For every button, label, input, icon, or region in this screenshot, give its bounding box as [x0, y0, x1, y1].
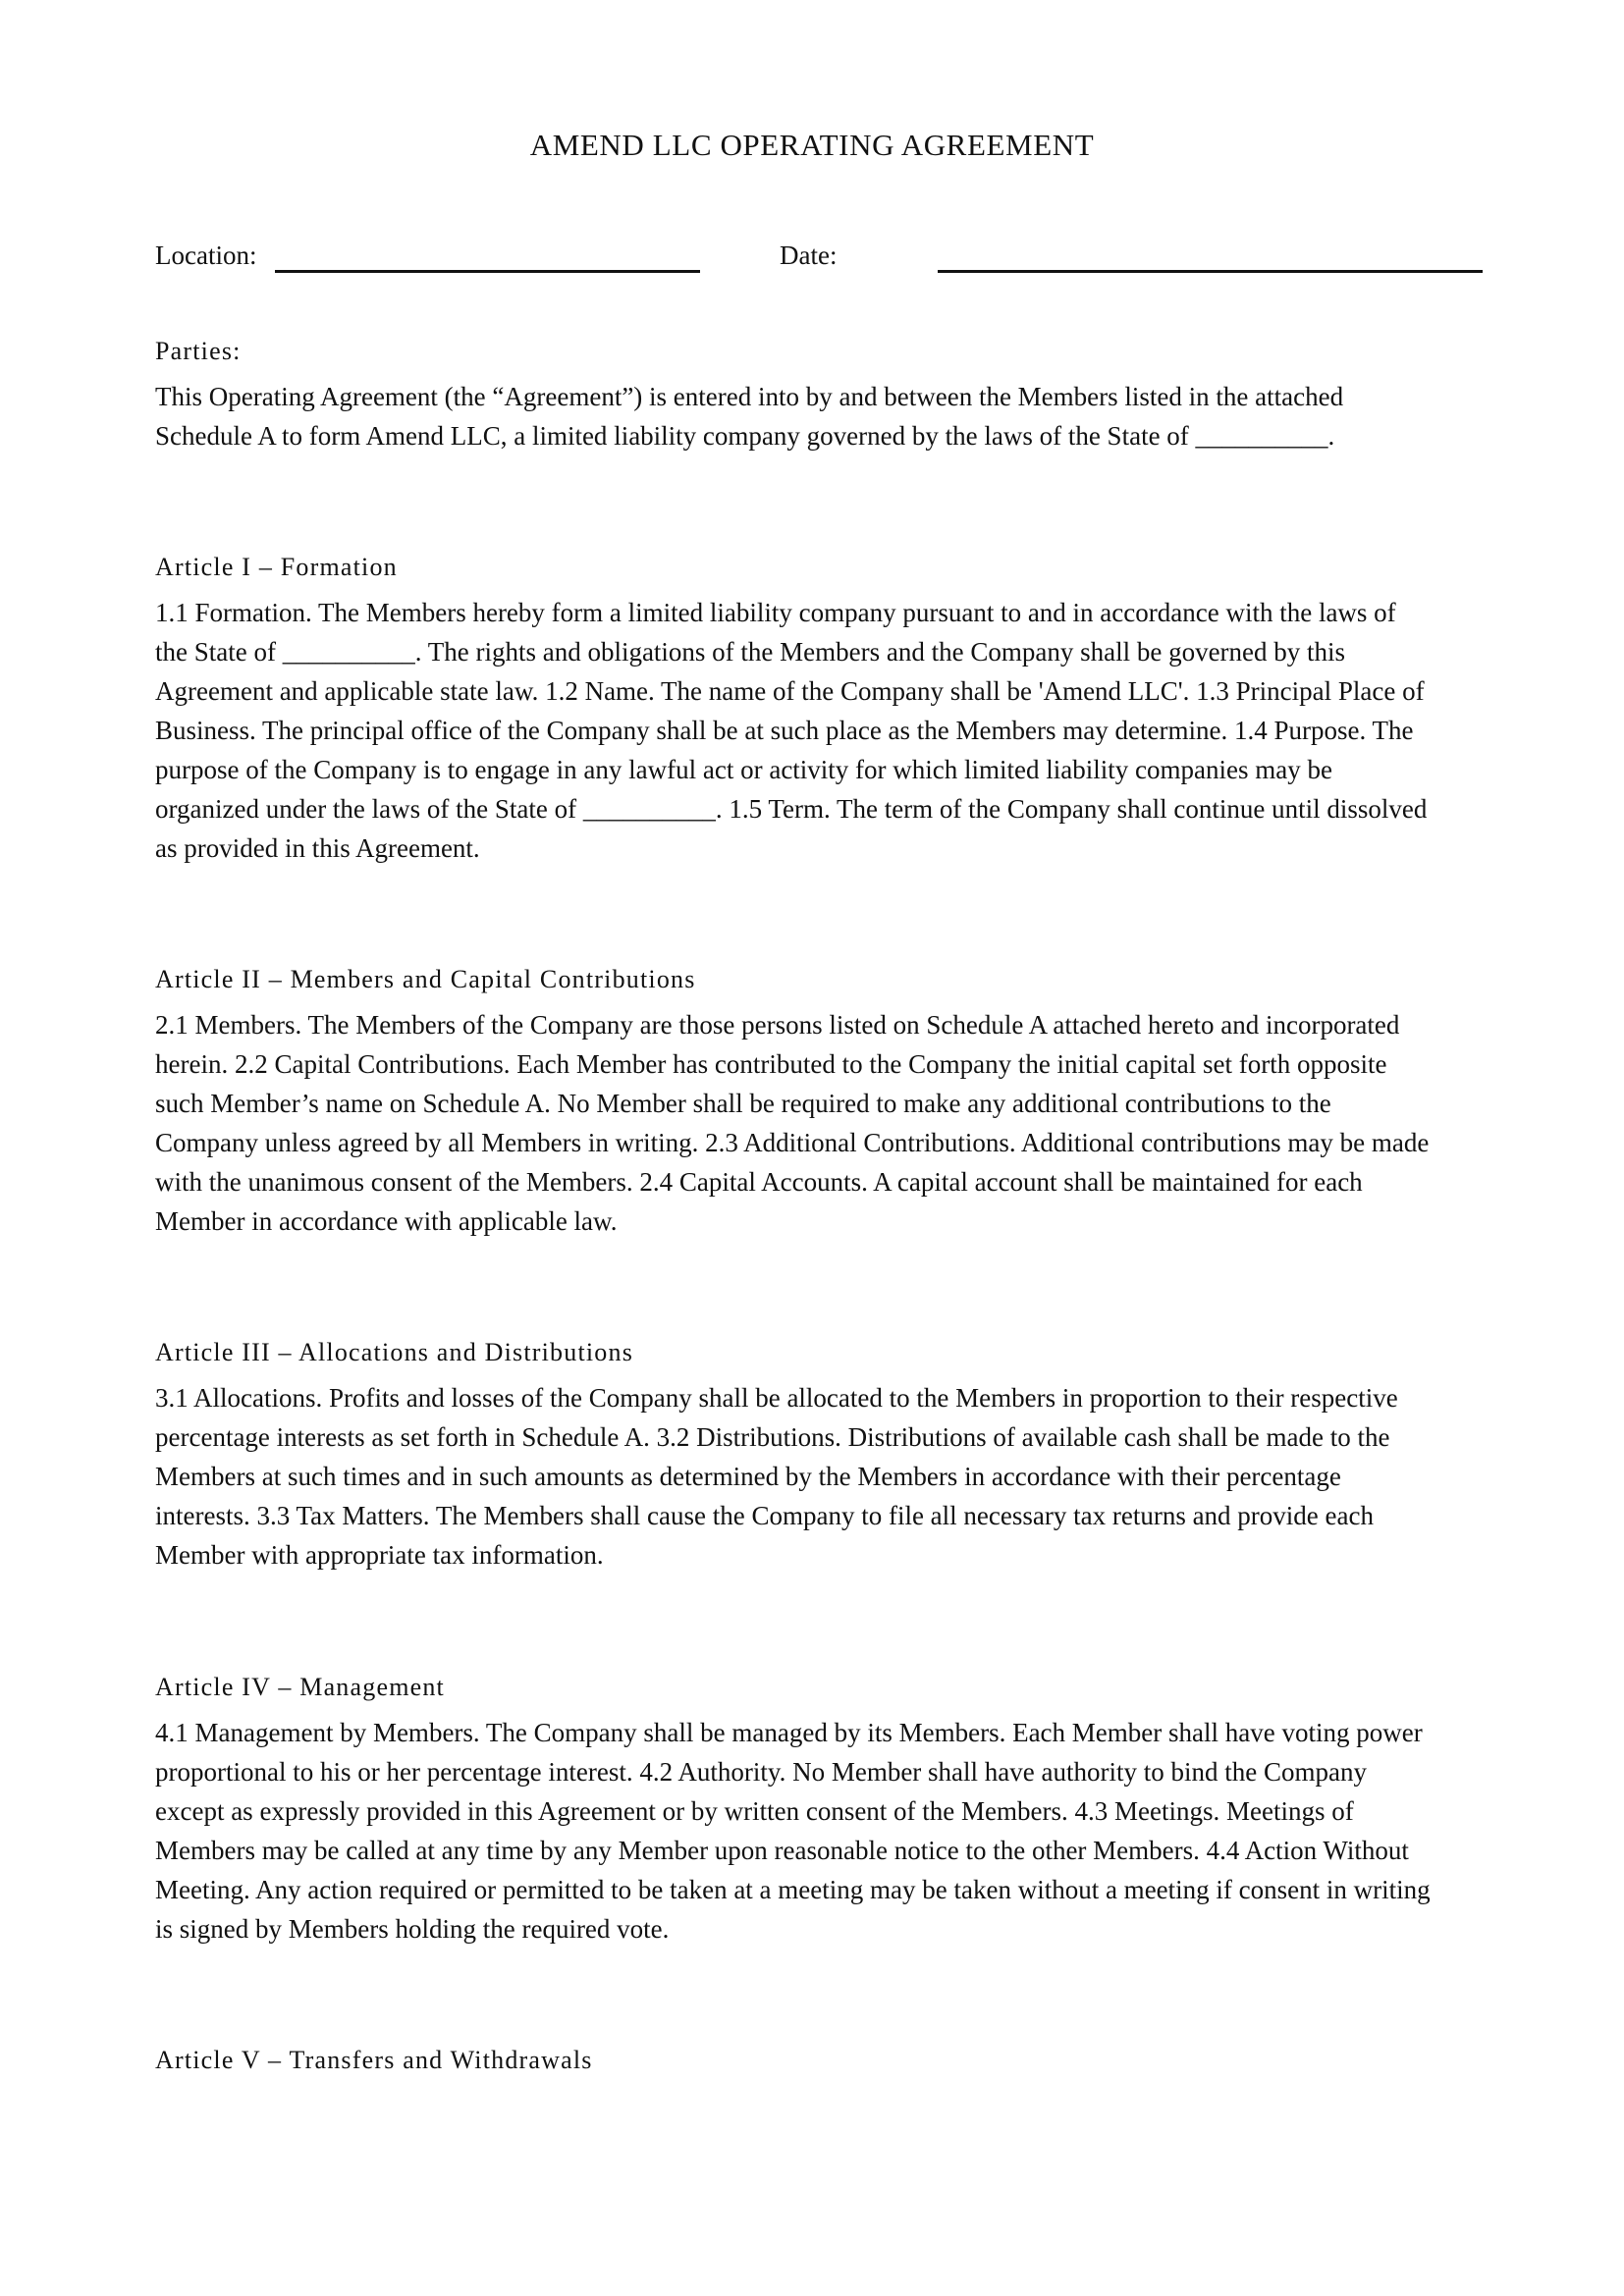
article-1-paragraph: [155, 593, 1483, 868]
paragraph-line: except as expressly provided in this Agreement or by written consent of the Members. 4.3 Meetings. Meetings of: [155, 1796, 1354, 1826]
paragraph-line: herein. 2.2 Capital Contributions. Each Member has contributed to the Company the initial capital set forth opposite: [155, 1049, 1387, 1079]
article-3-heading: Article III – Allocations and Distributions: [155, 1338, 634, 1366]
document-title: AMEND LLC OPERATING AGREEMENT: [529, 128, 1095, 162]
parties-paragraph: [155, 377, 1483, 455]
paragraph-line: with the unanimous consent of the Members. 2.4 Capital Accounts. A capital account shall be maintained for each: [155, 1167, 1363, 1197]
paragraph-line: Company unless agreed by all Members in writing. 2.3 Additional Contributions. Additional contributions may be made: [155, 1128, 1430, 1157]
paragraph-line: such Member’s name on Schedule A. No Member shall be required to make any additional contributions to the: [155, 1089, 1331, 1118]
paragraph-line: Business. The principal office of the Company shall be at such place as the Members may determine. 1.4 Purpose. The: [155, 716, 1414, 745]
date-label: Date:: [780, 240, 838, 270]
article-3-paragraph: [155, 1378, 1483, 1575]
article-4-heading: Article IV – Management: [155, 1673, 445, 1701]
paragraph-line: 4.1 Management by Members. The Company shall be managed by its Members. Each Member shall have voting power: [155, 1718, 1423, 1747]
paragraph-line: the State of __________. The rights and obligations of the Members and the Company shall be governed by this: [155, 637, 1346, 667]
location-field[interactable]: [275, 270, 700, 273]
paragraph-line: 2.1 Members. The Members of the Company are those persons listed on Schedule A attached hereto and incorporated: [155, 1010, 1400, 1040]
paragraph-line: Member in accordance with applicable law.: [155, 1206, 618, 1236]
article-1-heading: Article I – Formation: [155, 553, 398, 581]
paragraph-line: organized under the laws of the State of __________. 1.5 Term. The term of the Company shall continue until dissolved: [155, 794, 1428, 824]
paragraph-line: This Operating Agreement (the “Agreement”) is entered into by and between the Members listed in the attached: [155, 382, 1344, 411]
article-5-heading: Article V – Transfers and Withdrawals: [155, 2046, 593, 2074]
article-4-paragraph: [155, 1713, 1483, 1949]
paragraph-line: Members may be called at any time by any Member upon reasonable notice to the other Members. 4.4 Action Without: [155, 1836, 1409, 1865]
paragraph-line: percentage interests as set forth in Schedule A. 3.2 Distributions. Distributions of available cash shall be made to the: [155, 1422, 1390, 1452]
paragraph-line: Members at such times and in such amounts as determined by the Members in accordance with their percentage: [155, 1462, 1341, 1491]
paragraph-line: Schedule A to form Amend LLC, a limited liability company governed by the laws of the State of __________.: [155, 421, 1335, 451]
parties-heading: Parties:: [155, 337, 242, 365]
article-2-heading: Article II – Members and Capital Contributions: [155, 965, 696, 993]
article-2-paragraph: [155, 1005, 1483, 1241]
paragraph-line: purpose of the Company is to engage in any lawful act or activity for which limited liability companies may be: [155, 755, 1332, 784]
paragraph-line: as provided in this Agreement.: [155, 833, 480, 863]
paragraph-line: 3.1 Allocations. Profits and losses of the Company shall be allocated to the Members in proportion to their respective: [155, 1383, 1398, 1413]
paragraph-line: interests. 3.3 Tax Matters. The Members shall cause the Company to file all necessary tax returns and provide each: [155, 1501, 1374, 1530]
paragraph-line: Agreement and applicable state law. 1.2 Name. The name of the Company shall be 'Amend LLC'. 1.3 Principal Place of: [155, 676, 1425, 706]
location-label: Location:: [155, 240, 257, 270]
header-fields: [0, 236, 1624, 275]
date-field[interactable]: [938, 270, 1483, 273]
paragraph-line: proportional to his or her percentage interest. 4.2 Authority. No Member shall have authority to bind the Company: [155, 1757, 1367, 1787]
paragraph-line: Meeting. Any action required or permitted to be taken at a meeting may be taken without a meeting if consent in writing: [155, 1875, 1431, 1904]
paragraph-line: Member with appropriate tax information.: [155, 1540, 604, 1570]
paragraph-line: is signed by Members holding the required vote.: [155, 1914, 670, 1944]
paragraph-line: 1.1 Formation. The Members hereby form a limited liability company pursuant to and in accordance with the laws of: [155, 598, 1396, 627]
